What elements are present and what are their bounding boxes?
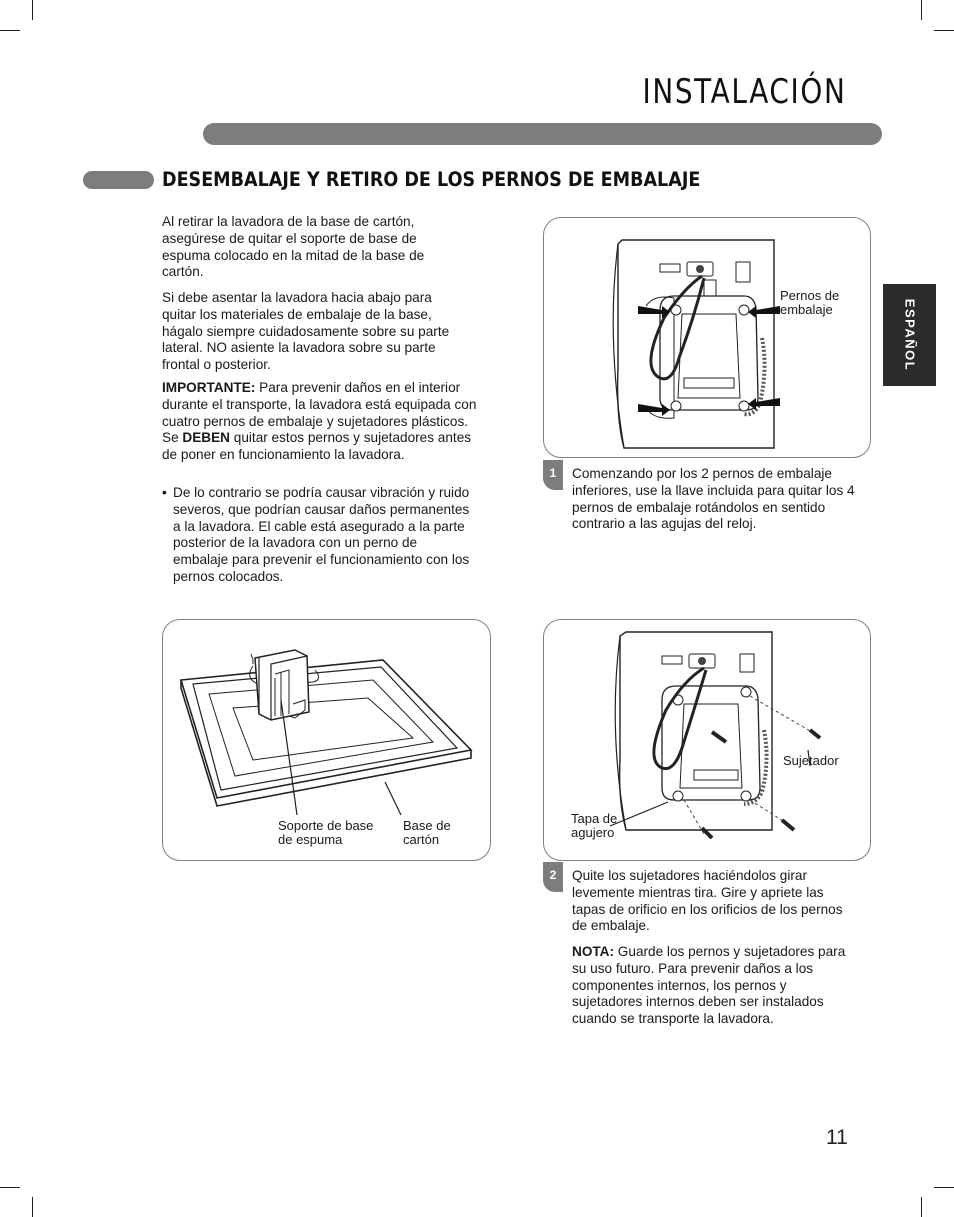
step-number-2: 2 (543, 862, 563, 892)
crop-mark (934, 1187, 954, 1188)
label-packing-bolts: Pernos de embalaje (780, 288, 840, 317)
step-number-1: 1 (543, 460, 563, 490)
figure-washer-bolts (543, 217, 871, 458)
step-1-text: Comenzando por los 2 pernos de embalaje inferiores, use la llave incluida para quitar los 4 pernos de embalaje rotándolos en sentido contrario a las agujas del reloj. (572, 466, 855, 532)
crop-mark (921, 1197, 922, 1217)
header-bar (203, 123, 882, 145)
crop-mark (0, 1187, 20, 1188)
step-2-text: Quite los sujetadores haciéndolos girar levemente mientras tira. Gire y apriete las tapas de orificio en los orificios de los pernos de embalaje. (572, 868, 843, 934)
note-paragraph: NOTA: Guarde los pernos y sujetadores para su uso futuro. Para prevenir daños a los componentes internos, los pernos y sujetadores internos deben ser instalados cuando se transporte la lavadora. (572, 944, 846, 1027)
warning-bullet: De lo contrario se podría causar vibración y ruido severos, que podrían causar daños permanentes a la lavadora. El cable está asegurado a la parte posterior de la lavadora con un perno de embalaje para prevenir el funcionamiento con los pernos colocados. (173, 485, 470, 584)
label-carton-base: Base de cartón (403, 818, 451, 847)
page-number: 11 (826, 1126, 848, 1149)
bullet-symbol: • (162, 485, 167, 500)
important-label: IMPORTANTE: (162, 380, 256, 395)
important-paragraph: IMPORTANTE: Para prevenir daños en el interior durante el transporte, la lavadora está equipada con cuatro pernos de embalaje y sujetadores plásticos. Se DEBEN quitar estos pernos y sujetadores antes de poner en funcionamiento la lavadora. (162, 380, 477, 463)
label-hole-cap: Tapa de agujero (571, 811, 618, 840)
crop-mark (934, 30, 954, 31)
section-marker (83, 171, 154, 189)
language-tab (883, 284, 936, 386)
washer-back-illustration (544, 218, 870, 457)
crop-mark (921, 0, 922, 20)
intro-paragraph-1: Al retirar la lavadora de la base de cartón, asegúrese de quitar el soporte de base de espuma colocado en la mitad de la base de cartón. (162, 214, 425, 280)
crop-mark (32, 0, 33, 20)
important-emphasis: DEBEN (182, 430, 230, 446)
note-label: NOTA: (572, 944, 615, 959)
crop-mark (0, 30, 20, 31)
label-retainer: Sujetador (783, 753, 839, 768)
crop-mark (32, 1197, 33, 1217)
section-title: DESEMBALAJE Y RETIRO DE LOS PERNOS DE EMBALAJE (162, 168, 701, 191)
page-title: INSTALACIÓN (642, 72, 847, 112)
label-foam-support: Soporte de base de espuma (278, 818, 374, 847)
intro-paragraph-2: Si debe asentar la lavadora hacia abajo para quitar los materiales de embalaje de la base, hágalo siempre cuidadosamente sobre su parte lateral. NO asiente la lavadora sobre su parte frontal o posterior. (162, 290, 450, 373)
language-tab-label: ESPAÑOL (902, 298, 917, 372)
